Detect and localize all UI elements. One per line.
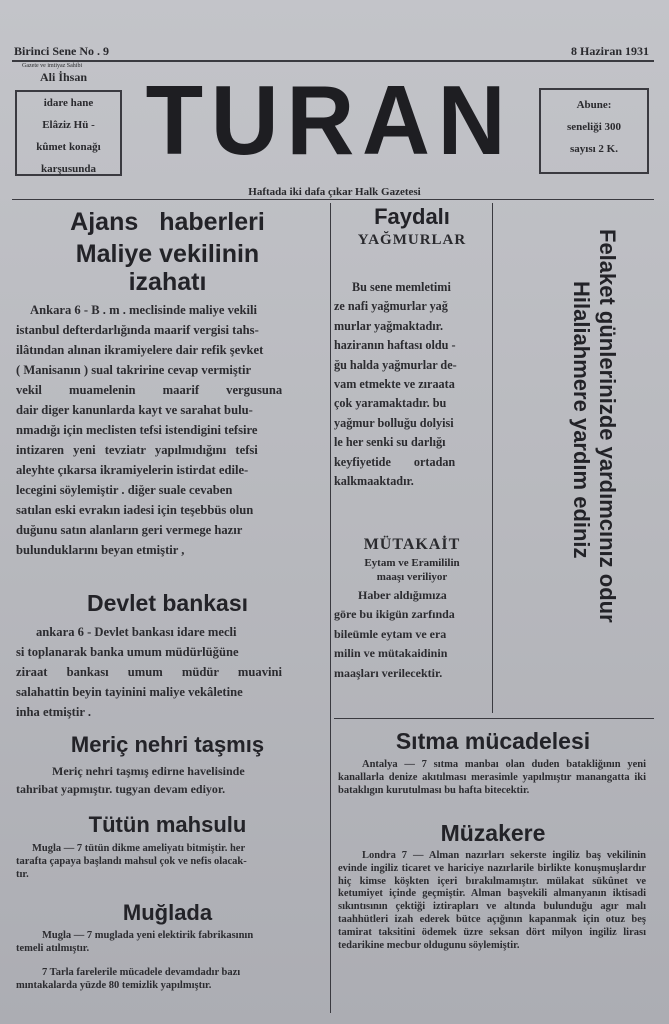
headline-yagmurlar: YAĞMURLAR [357,232,467,248]
issue-serial: Birinci Sene No . 9 [14,44,109,58]
headline-devlet: Devlet bankası [86,590,249,616]
text-line: vam etmekte ve zıraata [334,377,455,392]
text-line: vekil muamelenin maarif vergusuna [16,383,283,397]
text-line: Ankara 6 - B . m . meclisinde maliye vekili [30,303,258,317]
headline-tutun: Tütün mahsulu [88,812,247,837]
article-sitma-body: Antalya — 7 sıtma manbaı olan duden batakliğının yeni kanallarla denize akıtılması merasimle yapılmıştır manangatta iki bataklıgın kurutulması bu hafta bitecektir. [338,759,646,796]
address-box [15,90,122,176]
text-line: inha etmiştir . [16,705,91,719]
text-line: temeli atılmıştır. [16,943,90,954]
headline-mutakait: MÜTAKAİT [363,536,461,553]
text-line: murlar yağmaktadır. [334,318,444,333]
text-line: tır. [16,869,29,880]
text-line: dair diger kanunlarda kayt ve sarahat bulu- [16,403,253,417]
text-line: bileümle eytam ve era [334,626,447,641]
vertical-line: Felaket günlerinizde yardımcınız odur [595,229,620,623]
text-line: ( Manisanın ) sual takririne cevap vermiştir [16,363,252,377]
text-line: Mugla — 7 muglada yeni elektirik fabrikasının [42,930,254,941]
text-line: ziraat bankası umum müdür muavini [16,665,283,679]
article-meric-body [16,762,328,798]
text-line: Mugla — 7 tütün dikme ameliyatı bitmiştir. her [32,843,246,854]
tagline-rule [12,199,654,200]
headline-izahat: izahatı [128,268,207,296]
column-divider [492,203,493,713]
owner-caption: Gazete ve imtiyaz Sahibi [22,63,83,69]
text-line: çok yaramaktadır. bu [334,396,447,411]
text-line: nmadığı için meclisten tefsi istendigini tefsire [16,423,258,437]
article-ajans-body [16,300,328,560]
text-line: yağmur bolluğu dolyisi [334,415,454,430]
text-line: intizaren yeni tevziatr yapılmıdığını tefsi [16,443,258,457]
text-line: haziranın haftası oldu - [334,338,456,353]
header-rule [12,60,654,62]
address-line: kûmet konağı [36,141,101,153]
text-line: bulunduklarını beyan etmiştir , [16,543,185,557]
section-rule [334,718,654,719]
vertical-line: Hilaliahmere yardım ediniz [569,281,594,559]
text-line: keyfiyetide ortadan [334,454,456,469]
tagline: Haftada iki dafa çıkar Halk Gazetesi [248,186,421,198]
address-line: karşusunda [40,163,97,175]
text-line: tahribat yapmıştır. tugyan devam ediyor. [16,782,226,796]
text-line: ilâtından alınan ikramiyelere dair refik şevket [16,343,264,357]
hilaliahmer-vertical-notice [540,225,620,705]
headline-maliye: Maliye vekilinin [75,240,260,268]
text-line: satılan eski evrakın iadesi için teşebbüs olun [16,503,254,517]
text-line: ankara 6 - Devlet bankası idare mecli [36,625,237,639]
text-line: milin ve mütakaidinin [334,646,448,661]
subscription-line: sayısı 2 K. [570,143,618,155]
subscription-line: Abune: [576,99,612,111]
text-line: mıntakalarda yüzde 80 temizlik yapılmıştır. [16,980,212,991]
article-devlet-body [16,622,328,722]
text-line: Haber aldığımıza [358,588,447,602]
column-divider [330,203,331,1013]
headline-meric: Meriç nehri taşmış [70,732,265,757]
text-line: ze nafi yağmurlar yağ [334,299,448,314]
mutakait-subtitle: Eytam ve Eramililin [364,557,460,569]
subscription-box [539,88,649,174]
text-line: salahattin beyin tayinini maliye vekâletine [16,685,243,699]
text-line: Bu sene memletimi [352,280,451,294]
text-line: si toplanarak banka umum müdürlüğüne [16,645,239,659]
headline-sitma: Sıtma mücadelesi [395,728,591,754]
address-line: idare hane [43,97,94,109]
owner-name: Ali İhsan [40,70,88,84]
text-line: aleyhte çıkarsa ikramiyelerin istirdat edile- [16,463,249,477]
article-mutakait-body [334,586,492,683]
mutakait-subtitle: maaşı veriliyor [376,571,448,583]
subscription-line: seneliği 300 [566,121,622,133]
text-line: 7 Tarla farelerile mücadele devamdadır bazı [42,967,241,978]
text-line: maaşları verilecektir. [334,665,443,680]
text-line: tarafta çapaya başlandı mahsul çok ve nefis olacak- [16,856,247,867]
text-line: göre bu ikigün zarfında [334,607,455,622]
issue-date: 8 Haziran 1931 [571,44,649,58]
headline-faydali: Faydalı [374,204,450,229]
text-line: kalkmaaktadır. [334,474,414,489]
headline-ajans: Ajans haberleri [70,208,265,236]
text-line: le her senki su darlığı [334,435,446,450]
address-line: Elâziz Hü - [42,119,95,131]
text-line: ğu halda yağmurlar de- [334,357,457,372]
headline-mugla: Muğlada [122,900,213,925]
article-muzakere-body: Londra 7 — Alman nazırları sekerste ingiliz baş vekilinin evinde ingiliz ticaret ve hariciye nazırlarile birlikte konuşmuşlardır hiç kimse köşkten içeri bırakılmamıştır. mülakat sükûnet ve ketumiyet içinde geçmiştir. Alman başvekili almanyanın iktisadi sıkıntısının çektiği iztirapları ve altında bulunduğu agır malı taahhütleri izah ederek bütce açığının kapanmak için otuz beş tamirat taksitini ödemek üzre seksan dört milyon ingiliz lirası tedarikine mecbur oldugunu söylemiştir. [338,850,646,951]
text-line: Meriç nehri taşmış edirne havelisinde [52,764,245,778]
headline-muzakere: Müzakere [440,820,546,846]
article-tutun-body [16,842,331,881]
article-mugla-body [16,929,331,992]
masthead-title: TURAN [145,65,514,175]
article-faydali-body [334,278,492,491]
text-line [16,955,331,966]
text-line: lecegini söylemiştir . diğer suale cevaben [16,483,233,497]
text-line: istanbul defterdarlığında maarif vergisi tahs- [16,323,259,337]
text-line: duğunu satın alanların geri vermege hazır [16,523,243,537]
